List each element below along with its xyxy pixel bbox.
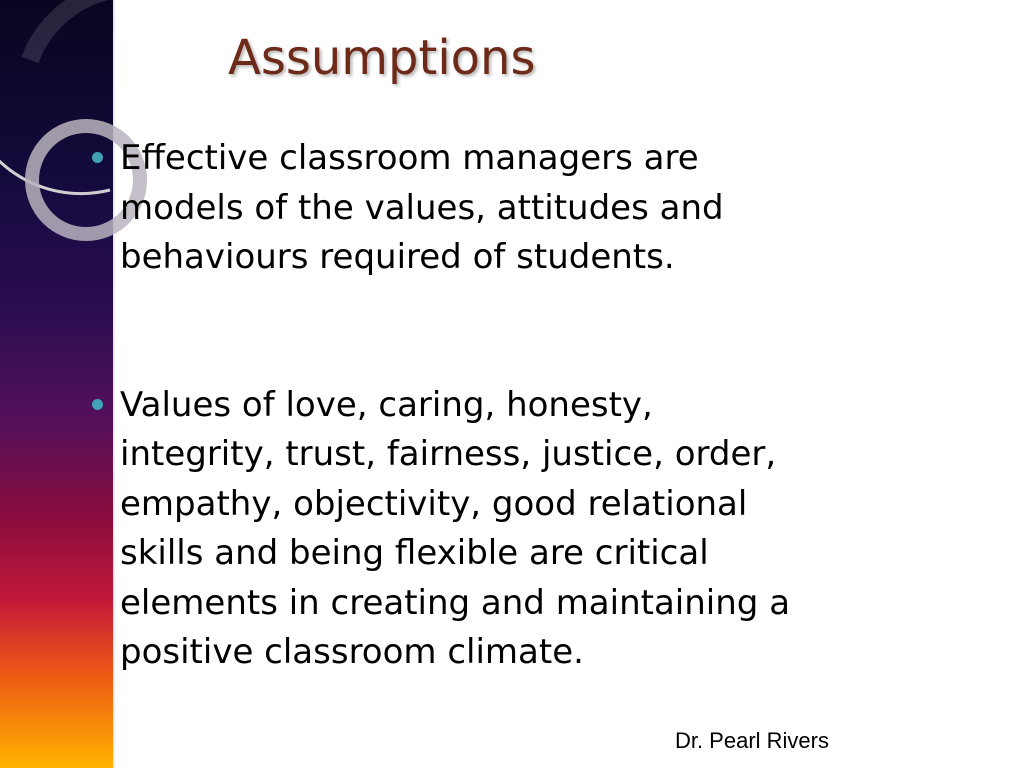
bullet-marker-icon bbox=[92, 152, 103, 163]
bullet-text: Values of love, caring, honesty, integrity, trust, fairness, justice, order, empathy, objectivity, good relational skills and being flexible are critical elements in creating and maintaining a positive classroom climate. bbox=[120, 384, 791, 672]
bullet-item bbox=[90, 381, 810, 678]
footer-author: Dr. Pearl Rivers bbox=[674, 728, 829, 753]
slide-title: Assumptions bbox=[228, 30, 536, 86]
bullet-list bbox=[90, 134, 810, 678]
bullet-item bbox=[90, 134, 810, 283]
ring-arc-large-shade bbox=[30, 0, 112, 60]
bullet-text: Effective classroom managers are models of the values, attitudes and behaviours required of students. bbox=[120, 138, 724, 277]
bullet-marker-icon bbox=[92, 399, 103, 410]
